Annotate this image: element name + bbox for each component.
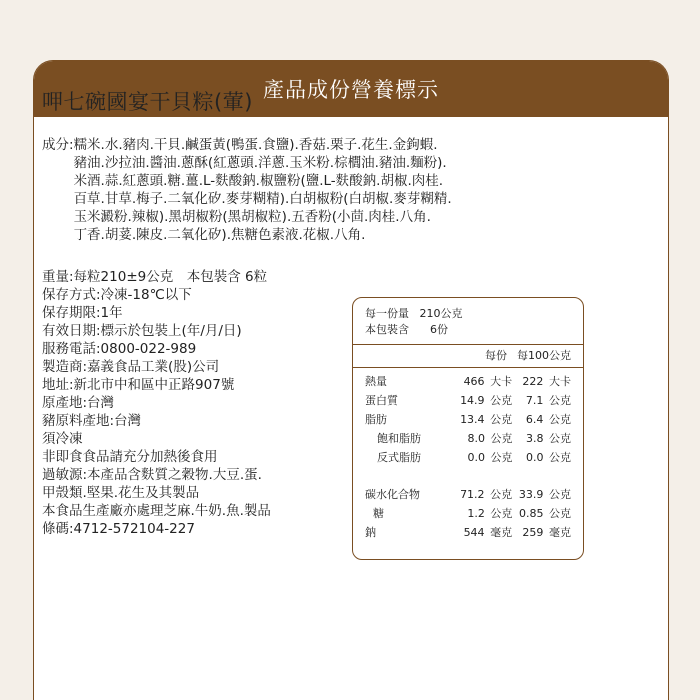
per-serving-value: 466 — [463, 374, 485, 388]
per-serving-value: 1.2 — [467, 506, 485, 520]
nutrition-row — [365, 429, 571, 448]
product-name: 呷七碗國宴干貝粽(葷) — [42, 90, 253, 114]
per-serving-value: 8.0 — [467, 431, 485, 445]
info-line: 須冷凍 — [42, 431, 83, 447]
ingredients-line: 糯米.水.豬肉.干貝.鹹蛋黃(鴨蛋.食鹽).香菇.栗子.花生.金鉤蝦. — [73, 137, 438, 153]
per-serving-value: 14.9 — [460, 393, 485, 407]
nutrition-row — [365, 523, 571, 542]
nutrient-name: 糖 — [373, 506, 384, 520]
per-100g-value: 3.8 — [526, 431, 544, 445]
nutrient-name: 飽和脂肪 — [377, 431, 421, 445]
ingredients-block — [42, 136, 522, 244]
nutrient-name: 脂肪 — [365, 412, 387, 426]
per-serving-unit: 公克 — [490, 431, 513, 445]
per-100g-value: 7.1 — [525, 393, 544, 407]
per-100g-unit: 公克 — [549, 412, 572, 426]
info-line: 條碼:4712-572104-227 — [42, 521, 195, 537]
per-100g-value: 259 — [522, 525, 544, 539]
per-serving-unit: 毫克 — [490, 525, 513, 539]
nutrient-name: 蛋白質 — [365, 393, 398, 407]
info-line: 地址:新北市中和區中正路907號 — [42, 377, 235, 393]
pack-value: 6份 — [429, 323, 448, 336]
per-100g-value: 33.9 — [518, 487, 544, 501]
per-serving-value: 544 — [463, 525, 485, 539]
per-100g-unit: 公克 — [549, 393, 572, 407]
per-serving-value: 0.0 — [467, 450, 485, 464]
nutrient-name: 鈉 — [365, 525, 376, 539]
per-serving-unit: 大卡 — [490, 374, 513, 388]
per-serving-unit: 公克 — [490, 393, 513, 407]
nutrition-row — [365, 485, 571, 504]
info-line: 非即食食品請充分加熱後食用 — [42, 449, 218, 465]
per-100g-value: 222 — [522, 374, 544, 388]
nutrition-row — [365, 448, 571, 467]
ingredients-line: 丁香.胡荽.陳皮.二氧化矽).焦糖色素液.花椒.八角. — [73, 227, 366, 243]
product-info — [42, 268, 271, 538]
ingredients-line: 玉米澱粉.辣椒).黑胡椒粉(黑胡椒粒).五香粉(小茴.肉桂.八角. — [73, 209, 431, 225]
row-gap — [365, 467, 571, 485]
info-line: 本食品生產廠亦處理芝麻.牛奶.魚.製品 — [42, 503, 271, 519]
serving-value: 210公克 — [419, 307, 463, 320]
pack-count-row — [365, 322, 571, 338]
per-100g-value: 0.85 — [519, 506, 544, 520]
nutrient-name: 熱量 — [365, 374, 387, 388]
ingredients-line: 米酒.蒜.紅蔥頭.糖.薑.L-麩酸鈉.椒鹽粉(鹽.L-麩酸鈉.胡椒.肉桂. — [73, 173, 444, 189]
nutrition-rows — [353, 368, 583, 542]
per-serving-unit: 公克 — [490, 412, 513, 426]
per-100g-unit: 公克 — [549, 431, 571, 445]
per-100g-unit: 毫克 — [549, 525, 572, 539]
per-100g-unit: 公克 — [549, 450, 571, 464]
nutrition-row — [365, 504, 571, 523]
nutrition-row — [365, 372, 571, 391]
ingredients-line: 豬油.沙拉油.醬油.蔥酥(紅蔥頭.洋蔥.玉米粉.棕櫚油.豬油.麵粉). — [73, 155, 447, 171]
per-100g-unit: 公克 — [549, 506, 571, 520]
info-line: 豬原料產地:台灣 — [42, 413, 142, 429]
per-serving-value: 71.2 — [460, 487, 485, 501]
per-100g-unit: 公克 — [549, 487, 572, 501]
serving-label: 每一份量 — [365, 307, 409, 320]
per-serving-unit: 公克 — [490, 487, 513, 501]
info-line: 重量:每粒210±9公克 本包裝含 6粒 — [42, 269, 268, 285]
col-per-serving: 每份 — [485, 349, 507, 362]
ingredients-label: 成分: — [42, 137, 74, 153]
per-serving-unit: 公克 — [490, 450, 513, 464]
pack-label: 本包裝含 — [365, 323, 409, 336]
per-100g-unit: 大卡 — [549, 374, 572, 388]
column-header — [353, 345, 583, 367]
nutrition-row — [365, 410, 571, 429]
info-line: 保存方式:冷凍-18℃以下 — [42, 287, 192, 303]
header-title: 產品成份營養標示 — [263, 78, 439, 102]
info-line: 過敏源:本產品含麩質之穀物.大豆.蛋. — [42, 467, 262, 483]
info-line: 保存期限:1年 — [42, 305, 123, 321]
per-100g-value: 6.4 — [525, 412, 544, 426]
ingredients-lines — [74, 136, 452, 244]
per-serving-unit: 公克 — [490, 506, 513, 520]
nutrition-row — [365, 391, 571, 410]
info-line: 原產地:台灣 — [42, 395, 115, 411]
ingredients-line: 百草.甘草.梅子.二氧化矽.麥芽糊精).白胡椒粉(白胡椒.麥芽糊精. — [73, 191, 452, 207]
col-per-100g: 每100公克 — [517, 349, 571, 362]
per-100g-value: 0.0 — [526, 450, 544, 464]
nutrition-table — [352, 297, 584, 560]
nutrient-name: 碳水化合物 — [365, 487, 420, 501]
info-line: 有效日期:標示於包裝上(年/月/日) — [42, 323, 242, 339]
serving-size-row — [365, 306, 571, 322]
per-serving-value: 13.4 — [460, 412, 485, 426]
info-line: 甲殼類.堅果.花生及其製品 — [42, 485, 200, 501]
nutrient-name: 反式脂肪 — [377, 450, 421, 464]
info-line: 服務電話:0800-022-989 — [42, 341, 197, 357]
info-line: 製造商:嘉義食品工業(股)公司 — [42, 359, 220, 375]
